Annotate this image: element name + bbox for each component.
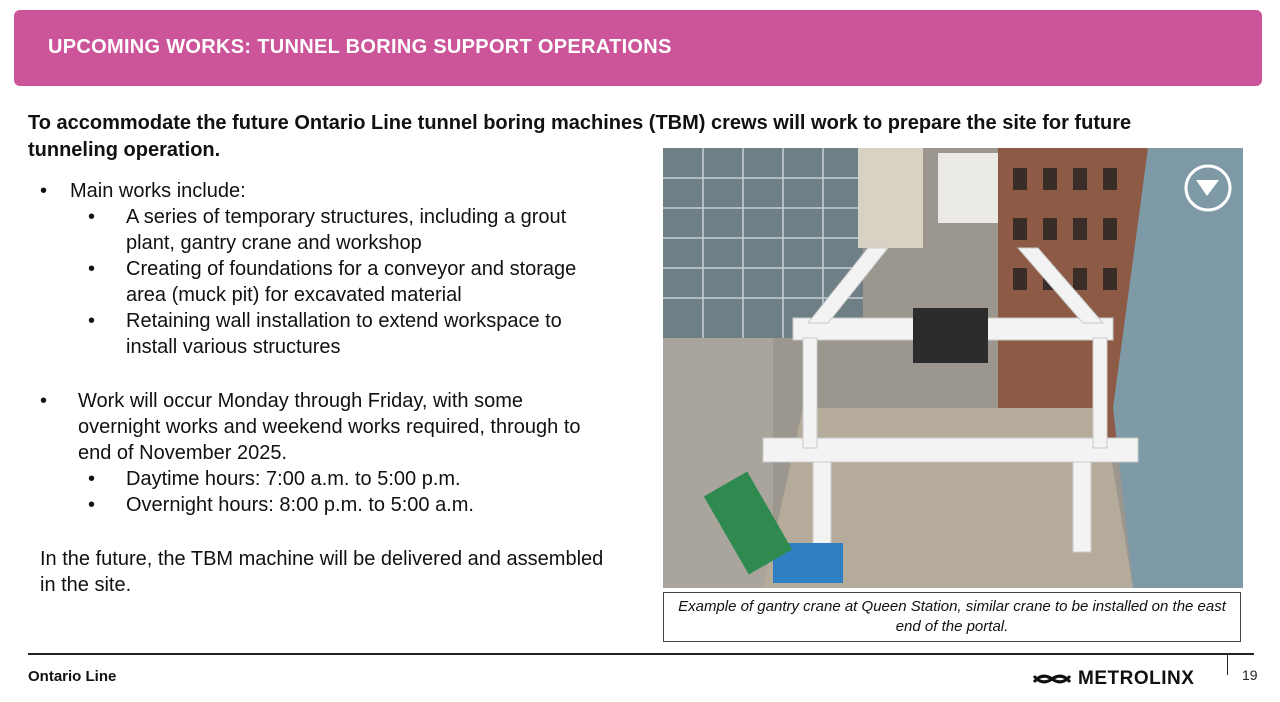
slide-title: UPCOMING WORKS: TUNNEL BORING SUPPORT OPERATIONS (48, 36, 672, 58)
metrolinx-wordmark: METROLINX (1078, 668, 1195, 689)
gantry-crane-illustration (663, 148, 1243, 588)
photo-caption: Example of gantry crane at Queen Station, similar crane to be installed on the east end of the portal. (663, 592, 1241, 642)
main-works-item: • Creating of foundations for a conveyor and storage area (muck pit) for excavated material (40, 256, 610, 308)
footer-divider-tick (1227, 655, 1228, 675)
main-works-item: • A series of temporary structures, including a grout plant, gantry crane and workshop (40, 204, 610, 256)
page-number: 19 (1242, 667, 1258, 683)
intro-text: To accommodate the future Ontario Line tunnel boring machines (TBM) crews will work to prepare the site for future tunneling operation. (28, 112, 1132, 161)
bullet-content (40, 178, 610, 598)
future-note: In the future, the TBM machine will be delivered and assembled in the site. (40, 548, 604, 596)
metrolinx-logo (1032, 668, 1194, 690)
footer-program-name: Ontario Line (28, 668, 117, 685)
schedule-item: • Daytime hours: 7:00 a.m. to 5:00 p.m. (40, 466, 610, 492)
footer-divider (28, 653, 1254, 655)
metrolinx-logo-icon (1032, 671, 1072, 687)
schedule-item: • Overnight hours: 8:00 p.m. to 5:00 a.m. (40, 492, 610, 518)
gantry-crane-photo (663, 148, 1243, 588)
title-banner (14, 10, 1262, 86)
main-works-label: • Main works include: (40, 178, 610, 204)
schedule-label: • Work will occur Monday through Friday, with some overnight works and weekend works required, through to end of November 2025. (40, 388, 610, 466)
main-works-item: • Retaining wall installation to extend workspace to install various structures (40, 308, 610, 360)
